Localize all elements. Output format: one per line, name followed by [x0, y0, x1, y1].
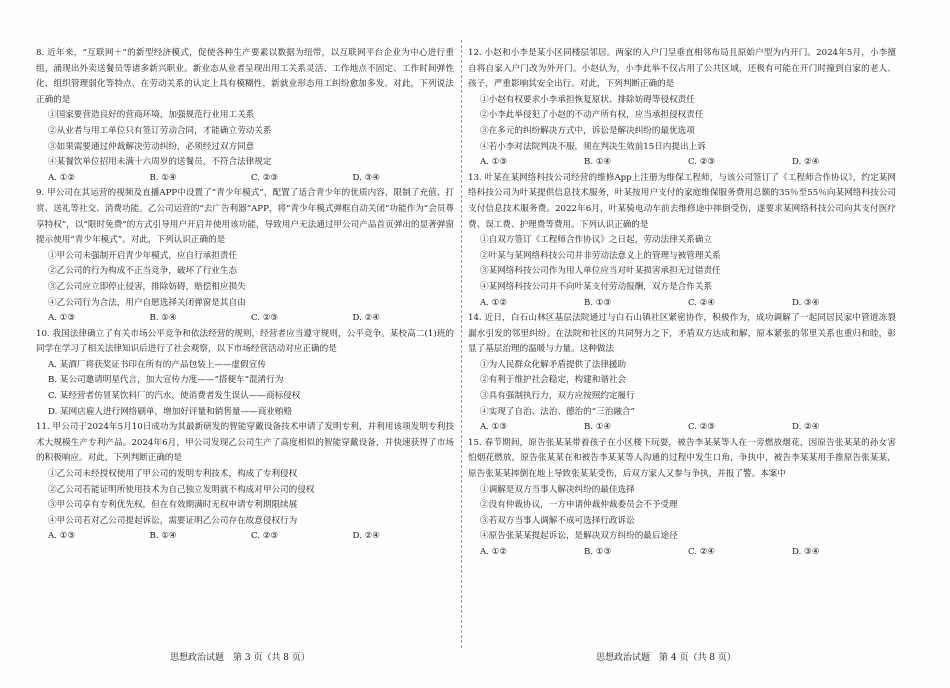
answer-choice: A. ①③	[48, 313, 76, 324]
question-option: B. 某公司邀请明星代言，加大宣传力度——“搭便车”混淆行为	[48, 375, 284, 386]
answer-choice: C. ②③	[251, 313, 279, 324]
question-stem: 13. 叶某在某网络科技公司经营的维修App上注册为维保工程师，与该公司签订了《工程师合作协议》，约定某网络科技公司为叶某提供信息技术服务，叶某按用户支付的家庭维保服务费用总额的35％至55％向某网络科技公司支付信息技术服务费。2022年6月，叶某骑电动车前去维修途中摔倒受伤，遂要求某网络科技公司向其支付医疗费、误工费、护理费等费用。下列认识正确的是	[468, 172, 896, 230]
question-block	[36, 327, 454, 421]
question-block	[468, 436, 896, 561]
right-page-column	[468, 46, 896, 561]
answer-choice: B. ①③	[584, 297, 612, 308]
question-block	[468, 311, 896, 436]
question-option: ④甲公司若对乙公司提起诉讼，需要证明乙公司存在故意侵权行为	[48, 515, 298, 526]
answer-choice: A. ①③	[480, 422, 508, 433]
question-option: ③某网络科技公司作为用人单位应当对叶某损害承担无过错责任	[480, 266, 721, 277]
answer-choice: D. ②④	[792, 422, 820, 433]
answer-choices	[36, 311, 454, 327]
question-stem: 9. 甲公司在其运营的视频及直播APP中设置了“青少年模式”，配置了适合青少年的优质内容，限制了充值、打赏、送礼等社交、消费功能。乙公司运营的“去广告利器”APP，将“青少年模式弹框自动关闭”功能作为“会员尊享特权”，以“限时免费”的方式引导用户开启并使用该功能，导致用户无法通过甲公司产品首页弹出的显著弹窗提示使用“青少年模式”。对此，下列认识正确的是	[36, 188, 454, 246]
answer-choice: A. ①②	[48, 172, 76, 183]
question-stem: 15. 春节期间，原告张某某带着孩子在小区楼下玩耍，被告李某某等人在一旁燃放烟花，因原告张某某的孙女害怕烟花燃放，原告张某某在和被告李某某等人沟通的过程中发生口角，争执中，被告李某某用手推原告张某某，原告张某某摔倒在地上导致张某某受伤，后双方家人又参与争执，并报了警。本案中	[468, 437, 896, 480]
answer-choice: C. ②③	[688, 157, 716, 168]
question-option: ②叶某与某网络科技公司并非劳动法意义上的管理与被管理关系	[480, 250, 721, 261]
left-page-footer: 思想政治试题 第 3 页（共 8 页）	[170, 653, 310, 663]
question-option: ③在多元的纠纷解决方式中，诉讼是解决纠纷的最优选项	[480, 125, 695, 136]
answer-choice: D. ③④	[352, 172, 380, 183]
question-option: ①自双方签订《工程师合作协议》之日起，劳动法律关系确立	[480, 235, 713, 246]
question-stem: 11. 甲公司于2024年5月10日成功为其最新研发的智能穿戴设备技术申请了发明专利，并利用该项发明专利技术大规模生产专利产品。2024年6月，甲公司发现乙公司生产了高度相似的智能穿戴设备，并快速获得了市场的积极响应。对此，下列判断正确的是	[36, 422, 454, 464]
question-option: ①甲公司未强制开启青少年模式，应自行承担责任	[48, 250, 238, 261]
question-option: ①国家要营造良好的营商环境，加强规范行业用工关系	[48, 110, 255, 121]
question-option: ②乙公司若能证明所使用技术为自己独立发明就不构成对甲公司的侵权	[48, 484, 315, 495]
question-block	[36, 420, 454, 545]
answer-choice: C. ②④	[688, 547, 716, 557]
answer-choice: B. ①④	[149, 172, 177, 183]
answer-choices	[36, 171, 454, 187]
question-block	[36, 46, 454, 186]
answer-choice: C. ②③	[251, 172, 279, 183]
answer-choice: D. ②④	[352, 313, 380, 324]
answer-choice: B. ①③	[584, 547, 612, 557]
question-block	[468, 46, 896, 171]
answer-choices	[468, 296, 896, 312]
question-option: ④某网络科技公司并不向叶某支付劳动报酬，双方是合作关系	[480, 281, 713, 292]
page-divider	[461, 40, 462, 648]
answer-choice: B. ①④	[149, 531, 177, 542]
answer-choices	[468, 155, 896, 171]
answer-choice: B. ①④	[149, 313, 177, 324]
answer-choice: D. ③④	[792, 297, 820, 308]
answer-choice: A. ①③	[48, 531, 76, 542]
question-option: ②有利于维护社会稳定，构建和谐社会	[480, 375, 627, 386]
answer-choice: A. ①③	[480, 157, 508, 168]
question-option: ③甲公司享有专利优先权，但在有效期满时无权申请专利期限续展	[48, 500, 298, 511]
answer-choices	[468, 420, 896, 436]
question-option: ③乙公司应立即停止侵害，排除妨碍，赔偿相应损失	[48, 281, 246, 292]
answer-choice: C. ②③	[688, 422, 716, 433]
question-option: ④原告张某某提起诉讼，是解决双方纠纷的最后途径	[480, 531, 678, 542]
answer-choice: A. ①②	[480, 547, 508, 557]
question-option: ①小赵有权要求小李承担恢复原状、排除妨碍等侵权责任	[480, 94, 695, 105]
question-stem: 12. 小赵和小李是某小区同楼层邻居。两家的入户门呈垂直相邻布局且原始户型为内开门。2024年5月，小李擅自将自家入户门改为外开门。小赵认为，小李此举不仅占用了公共区域，还极有可能在开门时撞到自家的老人、孩子，严重影响其安全出行。对此，下列判断正确的是	[468, 48, 896, 90]
question-option: ③具有强制执行力，双方应按照约定履行	[480, 391, 635, 402]
question-option: ④实现了自治、法治、德治的“三治融合”	[480, 406, 635, 417]
answer-choices	[36, 529, 454, 545]
answer-choice: A. ①②	[480, 297, 508, 308]
question-option: ②小李此举侵犯了小赵的不动产所有权，应当承担侵权责任	[480, 110, 704, 121]
question-option: ④若小李对法院判决不服，须在判决生效前15日内提出上诉	[480, 141, 706, 152]
question-option: C. 某经营者仿冒某饮料厂的汽水，使消费者发生误认——商标侵权	[48, 391, 301, 402]
question-option: D. 某网店雇人进行网络刷单，增加好评量和销售量——商业贿赂	[48, 406, 293, 417]
question-option: ②乙公司的行为构成不正当竞争，破坏了行业生态	[48, 266, 238, 277]
right-page-footer: 思想政治试题 第 4 页（共 8 页）	[596, 653, 736, 663]
answer-choice: D. ②④	[792, 157, 820, 168]
question-option: ①为人民群众化解矛盾提供了法律援助	[480, 359, 627, 370]
answer-choice: B. ①④	[584, 422, 612, 433]
answer-choice: B. ①④	[584, 157, 612, 168]
answer-choice: D. ③④	[792, 547, 820, 557]
answer-choice: C. ②④	[688, 297, 716, 308]
answer-choice: C. ②③	[251, 531, 279, 542]
question-option: A. 某酒厂将获奖证书印在所有的产品包装上——虚假宣传	[48, 359, 266, 370]
question-block	[468, 171, 896, 311]
question-stem: 10. 我国法律确立了有关市场公平竞争和依法经营的规则，经营者应当遵守规则，公平竞争。某校高二(1)班的同学在学习了相关法律知识后进行了社会观察，以下市场经营活动对应正确的是	[36, 328, 454, 355]
question-stem: 14. 近日，白石山林区基层法院通过与白石山镇社区紧密协作，积极作为，成功调解了一起同居民家中管道冻裂漏水引发的邻里纠纷。在法院和社区的共同努力之下，矛盾双方达成和解，原本紧张的邻里关系也重归和睦，彰显了基层治理的温暖与力量。这种做法	[468, 313, 896, 355]
question-option: ①调解是双方当事人解决纠纷的最佳选择	[480, 484, 635, 495]
answer-choices	[468, 545, 896, 561]
question-option: ②没有仲裁协议，一方申请仲裁仲裁委员会不予受理	[480, 500, 678, 511]
question-block	[36, 186, 454, 326]
question-option: ③若双方当事人调解不成可选择行政诉讼	[480, 515, 635, 526]
question-stem: 8. 近年来，“互联网＋”的新型经济模式，促使各种生产要素以数据为纽带，以互联网平台企业为中心进行重组，涌现出外卖送餐员等诸多新兴职业。新业态从业者呈现出用工关系灵活、工作地点不固定、工作时间弹性化、组织管理弱化等特点，在劳动关系的认定上具有模糊性，新就业形态用工纠纷愈加多发。对此，下列说法正确的是	[36, 48, 454, 105]
question-option: ①乙公司未经授权使用了甲公司的发明专利技术，构成了专利侵权	[48, 469, 298, 480]
question-option: ②从业者与用工单位只有签订劳动合同，才能确立劳动关系	[48, 125, 272, 136]
left-page-column	[36, 46, 454, 545]
answer-choice: D. ②④	[352, 531, 380, 542]
question-option: ④某餐饮单位招用未满十六周岁的送餐员，不符合法律规定	[48, 157, 272, 168]
question-option: ③如果需要通过仲裁解决劳动纠纷，必须经过双方同意	[48, 141, 255, 152]
question-option: ④乙公司行为合法，用户自愿选择关闭弹窗是其自由	[48, 297, 246, 308]
